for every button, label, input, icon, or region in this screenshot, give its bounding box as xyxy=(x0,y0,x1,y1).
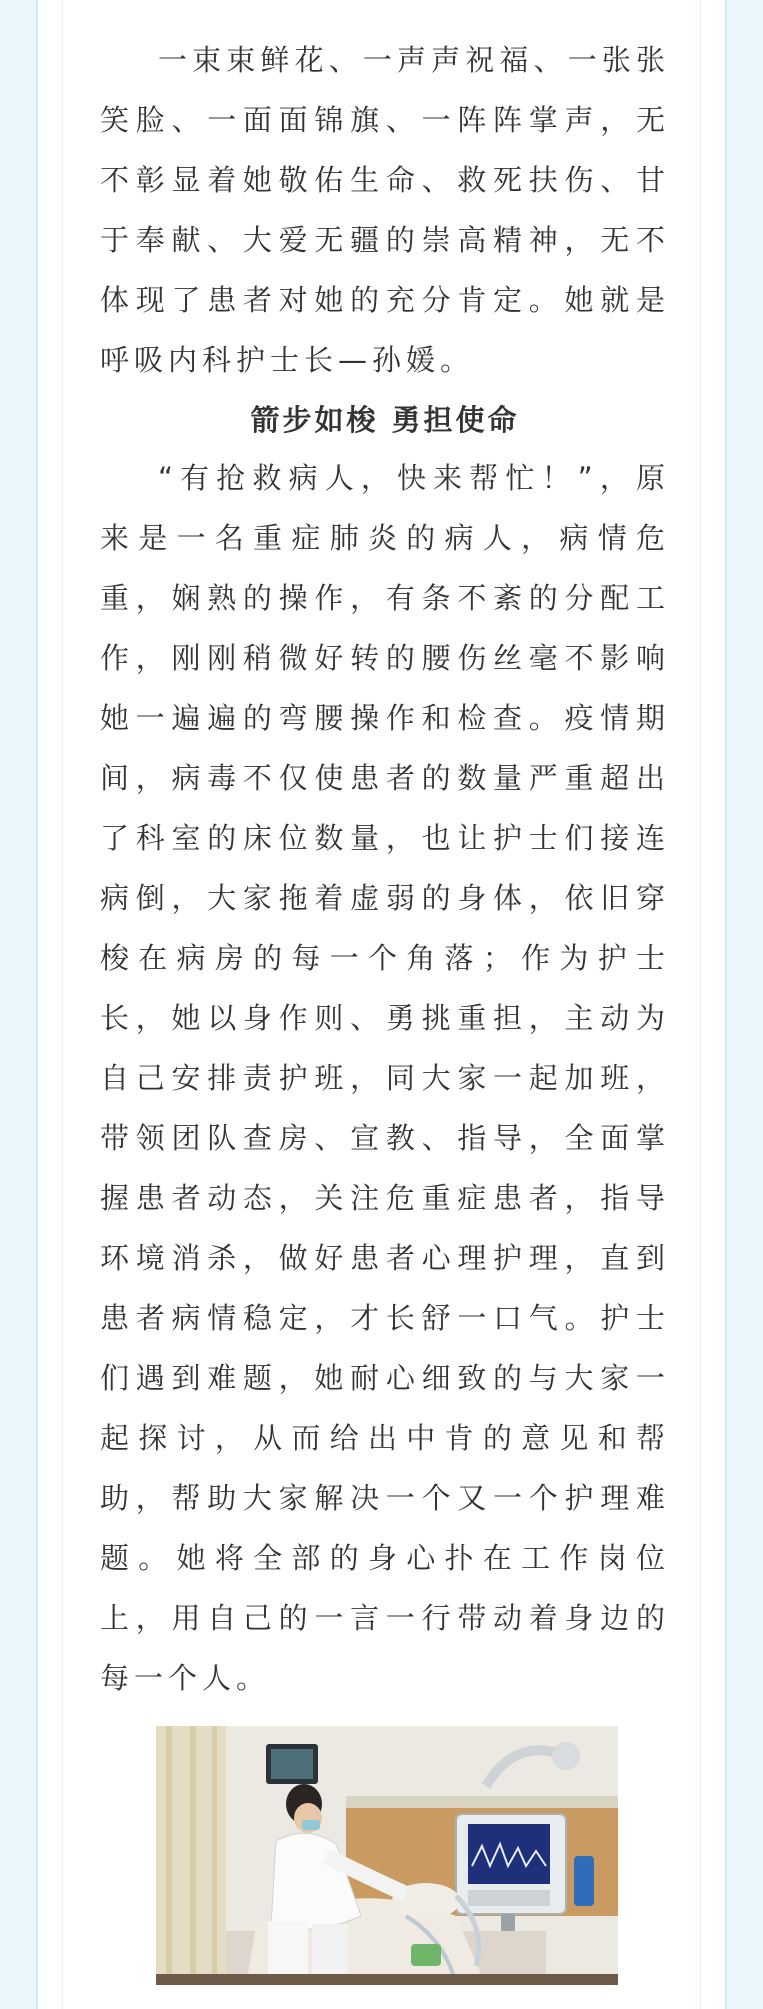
frame-guide-right xyxy=(700,0,701,2009)
frame-guide-left xyxy=(62,0,63,2009)
section-heading: 箭步如梭 勇担使命 xyxy=(250,403,520,437)
paragraph-story: “有抢救病人，快来帮忙！”，原来是一名重症肺炎的病人，病情危重，娴熟的操作，有条不紊的分配工作，刚刚稍微好转的腰伤丝毫不影响她一遍遍的弯腰操作和检查。疫情期间，病毒不仅使患者的数量严重超出了科室的床位数量，也让护士们接连病倒，大家拖着虚弱的身体，依旧穿梭在病房的每一个角落；作为护士长，她以身作则、勇挑重担，主动为自己安排责护班，同大家一起加班，带领团队查房、宣教、指导，全面掌握患者动态，关注危重症患者，指导环境消杀，做好患者心理护理，直到患者病情稳定，才长舒一口气。护士们遇到难题，她耐心细致的与大家一起探讨，从而给出中肯的意见和帮助，帮助大家解决一个又一个护理难题。她将全部的身心扑在工作岗位上，用自己的一言一行带动着身边的每一个人。 xyxy=(100,461,670,1695)
paragraph-intro: 一束束鲜花、一声声祝福、一张张笑脸、一面面锦旗、一阵阵掌声，无不彰显着她敬佑生命、救死扶伤、甘于奉献、大爱无疆的崇高精神，无不体现了患者对她的充分肯定。她就是呼吸内科护士长—孙媛。 xyxy=(100,43,670,377)
article-body xyxy=(100,30,670,1708)
hospital-ward-photo xyxy=(156,1726,618,1985)
article-photo xyxy=(156,1726,618,1985)
